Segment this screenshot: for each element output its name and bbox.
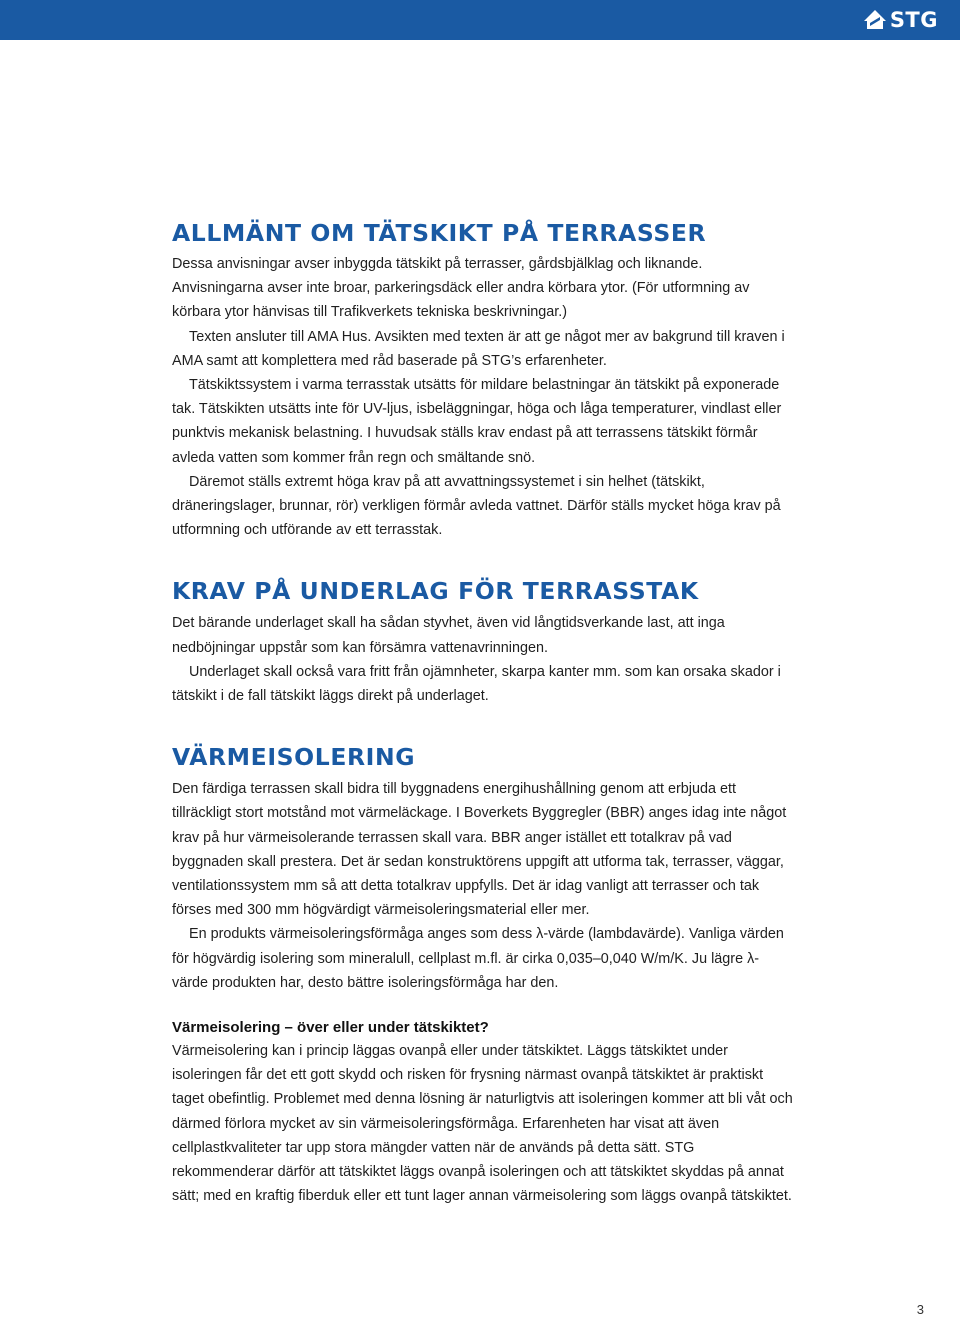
logo-text: STG	[889, 8, 938, 32]
section-allmant	[172, 216, 794, 542]
section-heading: VÄRMEISOLERING	[172, 743, 416, 772]
header-bar	[0, 0, 960, 40]
subsection-over-under	[172, 1017, 794, 1208]
paragraph: Däremot ställs extremt höga krav på att avvattningssystemet i sin helhet (tätskikt, dräneringslager, brunnar, rör) verkligen förmår avleda vattnet. Därför ställs mycket höga krav på utformning och utförande av ett terrasstak.	[172, 473, 781, 539]
section-krav-underlag	[172, 574, 794, 708]
paragraph: Dessa anvisningar avser inbyggda tätskikt på terrasser, gårdsbjälklag och liknande. Anvisningarna avser inte broar, parkeringsdäck eller andra körbara ytor. (För utformning av körbara ytor hänvisas till Trafikverkets tekniska beskrivningar.)	[172, 256, 750, 321]
stg-house-logo-icon	[862, 7, 888, 33]
page-number: 3	[916, 1302, 924, 1317]
section-heading: KRAV PÅ UNDERLAG FÖR TERRASSTAK	[172, 577, 699, 606]
paragraph: Tätskiktssystem i varma terrasstak utsätts för mildare belastningar än tätskikt på exponerade tak. Tätskikten utsätts inte för UV-ljus, isbeläggningar, höga och låga temperaturer, vindlast eller punktvis mekanisk belastning. I huvudsak ställs krav endast på att terrassens tätskikt förmår avleda vatten som kommer från regn och smältande snö.	[172, 377, 782, 466]
paragraph: Texten ansluter till AMA Hus. Avsikten med texten är att ge något mer av bakgrund till kraven i AMA samt att komplettera med råd baserade på STG’s erfarenheter.	[172, 328, 785, 369]
paragraph: Värmeisolering kan i princip läggas ovanpå eller under tätskiktet. Läggs tätskiktet under isoleringen får det ett gott skydd och risken för frysning närmast ovanpå tätskiktet är praktiskt taget obefintlig. Problemet med denna lösning är naturligtvis att isoleringen kommer att bli våt och därmed förlora mycket av sin värmeisoleringsförmåga. Erfarenheten har visat att även cellplastkvaliteter tar upp stora mängder vatten när de används på detta sätt. STG rekommenderar därför att tätskiktet läggs ovanpå isoleringen och att tätskiktet skyddas på annat sätt; med en kraftig fiberduk eller ett tunt lager annan värmeisolering som läggs ovanpå tätskiktet.	[172, 1043, 793, 1205]
paragraph: En produkts värmeisoleringsförmåga anges som dess λ-värde (lambdavärde). Vanliga värden för högvärdig isolering som mineralull, cellplast m.fl. är cirka 0,035–0,040 W/m/K. Ju lägre λ-värde produkten har, desto bättre isoleringsförmåga har den.	[172, 926, 784, 991]
paragraph: Den färdiga terrassen skall bidra till byggnadens energihushållning genom att erbjuda ett tillräckligt stort motstånd mot värmeläckage. I Boverkets Byggregler (BBR) anges idag inte något krav på hur värmeisolerande terrassen skall vara. BBR anger istället ett totalkrav på vad byggnaden skall prestera. Det är sedan konstruktörens uppgift att utforma tak, terrasser, väggar, ventilationssystem mm så att detta totalkrav uppfylls. Det är idag vanligt att terrasser och tak förses med 300 mm högvärdigt värmeisoleringsmaterial eller mer.	[172, 781, 787, 919]
paragraph: Underlaget skall också vara fritt från ojämnheter, skarpa kanter mm. som kan orsaka skador i tätskikt i de fall tätskikt läggs direkt på underlaget.	[172, 663, 781, 705]
page-content	[172, 216, 794, 1209]
section-varmeisolering	[172, 740, 794, 1208]
stg-logo	[862, 5, 938, 35]
section-heading: ALLMÄNT OM TÄTSKIKT PÅ TERRASSER	[172, 219, 707, 247]
paragraph: Det bärande underlaget skall ha sådan styvhet, även vid långtidsverkande last, att inga nedböjningar uppstår som kan försämra vattenavrinningen.	[172, 615, 725, 656]
subsection-heading: Värmeisolering – över eller under tätskiktet?	[172, 1019, 489, 1037]
